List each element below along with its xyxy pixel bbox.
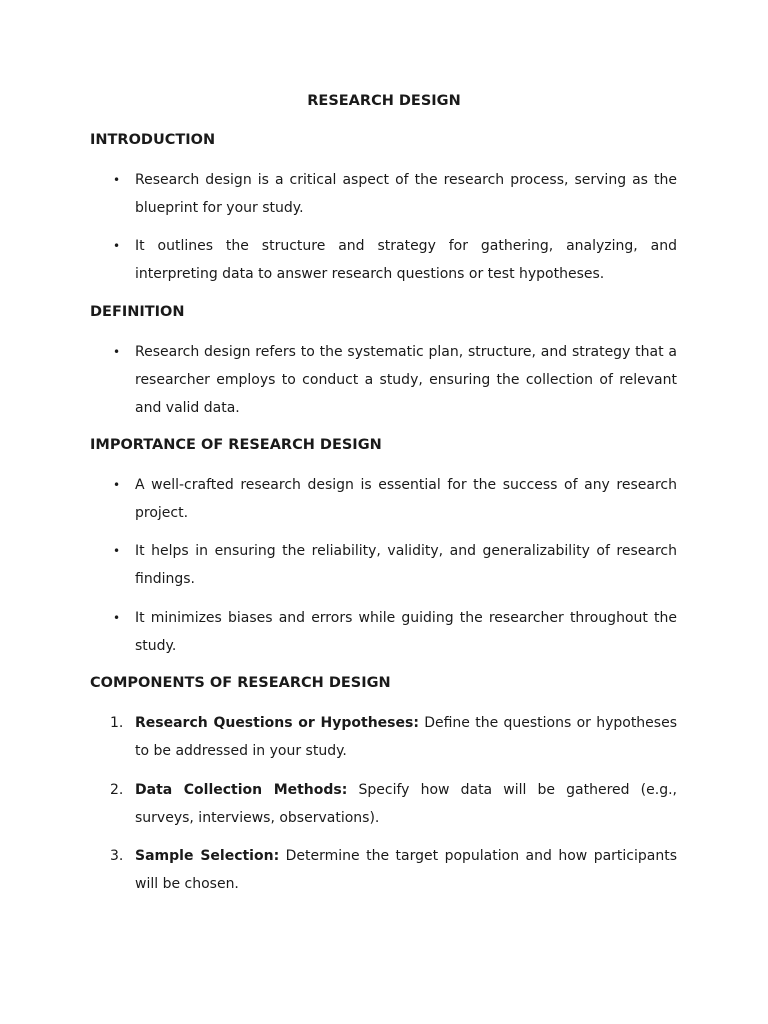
list-item (113, 471, 677, 527)
bullet-marker: • (113, 345, 121, 359)
item-term: Sample Selection: (135, 848, 280, 864)
bullet-marker: • (113, 611, 121, 625)
list-item (113, 537, 677, 593)
item-number: 3. (110, 848, 124, 864)
numbered-item (110, 709, 677, 765)
numbered-item (110, 776, 677, 832)
list-item-text: It minimizes biases and errors while guiding the researcher throughout the study. (135, 610, 677, 654)
bullet-marker: • (113, 478, 121, 492)
page-title: RESEARCH DESIGN (307, 93, 461, 109)
item-text: Determine the target population and how participants will be chosen. (135, 848, 678, 892)
item-text: Specify how data will be gathered (e.g., surveys, interviews, observations). (135, 782, 677, 826)
section-heading-components: COMPONENTS OF RESEARCH DESIGN (90, 675, 391, 691)
list-item-text: Research design is a critical aspect of the research process, serving as the blueprint for your study. (135, 172, 677, 216)
list-item-text: Research design refers to the systematic plan, structure, and strategy that a researcher employs to conduct a study, ensuring the collection of relevant and valid data. (135, 344, 677, 416)
list-item (113, 232, 677, 288)
item-number: 1. (110, 715, 124, 731)
item-term: Data Collection Methods: (135, 782, 348, 798)
item-number: 2. (110, 782, 124, 798)
bullet-marker: • (113, 173, 121, 187)
list-item (113, 604, 677, 660)
list-item (113, 338, 677, 422)
item-term: Research Questions or Hypotheses: (135, 715, 419, 731)
numbered-item (110, 842, 678, 898)
list-item-text: It helps in ensuring the reliability, validity, and generalizability of research findings. (135, 543, 677, 587)
list-item-text: A well-crafted research design is essential for the success of any research project. (135, 477, 677, 521)
list-item (113, 166, 677, 222)
bullet-marker: • (113, 239, 121, 253)
list-item-text: It outlines the structure and strategy for gathering, analyzing, and interpreting data to answer research questions or test hypotheses. (135, 238, 677, 282)
item-text: Define the questions or hypotheses to be addressed in your study. (135, 715, 677, 759)
bullet-marker: • (113, 544, 121, 558)
section-heading-introduction: INTRODUCTION (90, 132, 216, 148)
section-heading-importance: IMPORTANCE OF RESEARCH DESIGN (90, 437, 382, 453)
section-heading-definition: DEFINITION (90, 304, 185, 320)
